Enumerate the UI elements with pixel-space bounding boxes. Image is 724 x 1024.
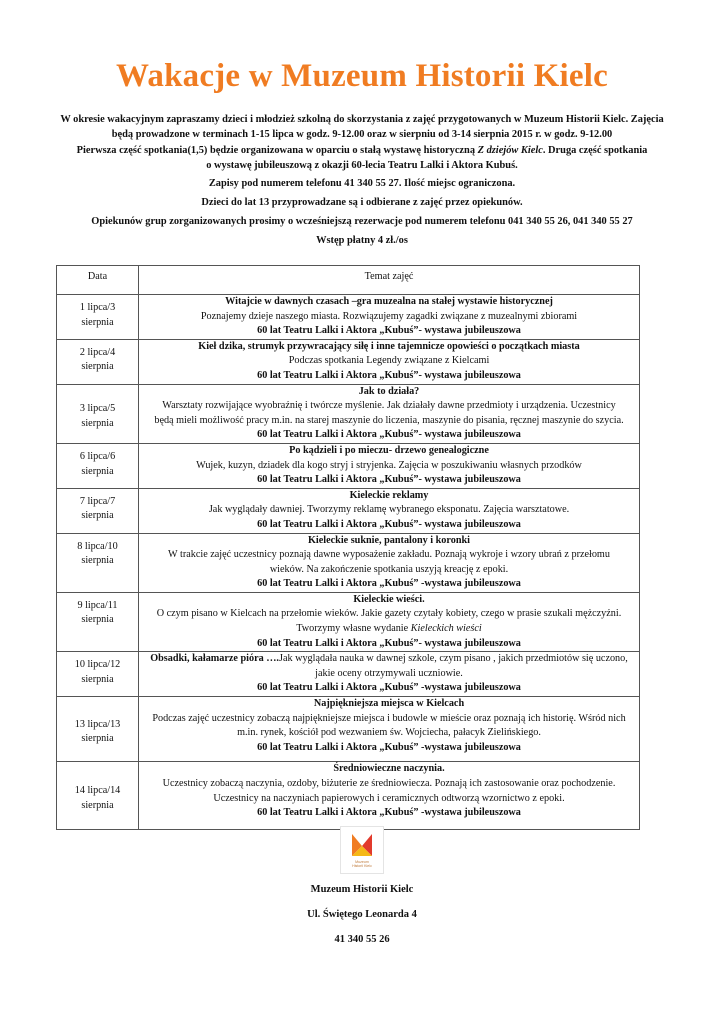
topic-title: Najpiękniejsza miejsca w Kielcach <box>313 698 465 710</box>
topic-title: Średniowieczne naczynia. <box>333 763 445 775</box>
intro-text-line: Dzieci do lat 13 przyprowadzane są i odbierane z zajęć przez opiekunów. <box>201 197 523 208</box>
exhibition-announcement: 60 lat Teatru Lalki i Aktora „Kubuś” -wystawa jubileuszowa <box>257 578 521 590</box>
date-cell <box>57 697 139 762</box>
exhibition-announcement: 60 lat Teatru Lalki i Aktora „Kubuś”- wystawa jubileuszowa <box>257 325 521 337</box>
museum-logo-mark-icon <box>341 827 383 873</box>
date-cell <box>57 295 139 340</box>
date-line: sierpnia <box>81 361 114 373</box>
topic-description: Wujek, kuzyn, dziadek dla kogo stryj i stryjenka. Zajęcia w poszukiwaniu własnych przodków <box>196 459 582 471</box>
date-line: 7 lipca/7 <box>79 495 116 507</box>
topic-description: będą mieli możliwość pracy m.in. na starej maszynie do liczenia, maszynie do pisania, ręcznej maszynie do szycia. <box>154 414 624 426</box>
intro-text-line <box>60 143 664 158</box>
table-row <box>57 488 640 533</box>
exhibition-name: Z dziejów Kielc <box>477 145 543 156</box>
logo-text-line: Historii Kielc <box>352 864 372 868</box>
date-line: 13 lipca/13 <box>74 718 121 730</box>
table-row <box>57 652 640 697</box>
logo-text-line: Muzeum <box>355 860 369 864</box>
table-row <box>57 339 640 384</box>
table-row <box>57 697 640 762</box>
footer-address: Ul. Świętego Leonarda 4 <box>307 909 417 920</box>
topic-cell <box>139 533 640 592</box>
date-cell <box>57 762 139 829</box>
exhibition-announcement: 60 lat Teatru Lalki i Aktora „Kubuś”- wystawa jubileuszowa <box>257 518 521 530</box>
date-line: 14 lipca/14 <box>74 785 121 796</box>
topic-description: O czym pisano w Kielcach na przełomie wieków. Jakie gazety czytały kobiety, czego w prasie szukali mężczyźni. <box>156 608 622 620</box>
exhibition-announcement: 60 lat Teatru Lalki i Aktora „Kubuś”- wystawa jubileuszowa <box>257 474 521 486</box>
museum-logo <box>340 826 384 874</box>
date-line: sierpnia <box>81 733 114 745</box>
topic-description: Uczestnicy na naczyniach papierowych i ceramicznych odtworzą wzornictwo z epoki. <box>213 792 565 804</box>
date-line: 9 lipca/11 <box>77 599 118 611</box>
date-cell <box>57 533 139 592</box>
exhibition-announcement: 60 lat Teatru Lalki i Aktora „Kubuś” -wystawa jubileuszowa <box>257 741 521 753</box>
topic-title: Witajcie w dawnych czasach –gra muzealna na stałej wystawie historycznej <box>225 296 553 307</box>
column-header-topic: Temat zajęć <box>139 266 640 295</box>
page-title: Wakacje w Muzeum Historii Kielc <box>116 58 608 94</box>
intro-text-line: o wystawę jubileuszową z okazji 60-lecia Teatru Lalki i Aktora Kubuś. <box>206 160 518 171</box>
table-row <box>57 762 640 829</box>
topic-description: Jak wyglądały dawniej. Tworzymy reklamę wybranego eksponatu. Zajęcia warsztatowe. <box>208 504 570 516</box>
intro-text-line: W okresie wakacyjnym zapraszamy dzieci i młodzież szkolną do skorzystania z zajęć przygotowanych w Muzeum Historii Kielc. Zajęcia <box>60 114 664 125</box>
description-part: Tworzymy własne wydanie <box>296 623 411 635</box>
date-line: sierpnia <box>81 417 114 429</box>
topic-description <box>143 622 635 637</box>
topic-title: Po kądzieli i po mieczu- drzewo genealogiczne <box>289 444 489 456</box>
topic-description: Uczestnicy zobaczą naczynia, ozdoby, biżuterie ze średniowiecza. Poznają ich zastosowanie oraz pochodzenie. <box>162 778 616 789</box>
exhibition-announcement: 60 lat Teatru Lalki i Aktora „Kubuś”- wystawa jubileuszowa <box>257 429 521 441</box>
description-part: Jak wyglądała nauka w dawnej szkole, czym pisano , jakich przedmiotów się uczono, <box>278 653 628 665</box>
date-line: 2 lipca/4 <box>79 346 116 358</box>
table-row <box>57 443 640 488</box>
date-line: sierpnia <box>81 555 114 567</box>
exhibition-announcement: 60 lat Teatru Lalki i Aktora „Kubuś” -wystawa jubileuszowa <box>257 807 521 819</box>
newspaper-title: Kieleckich wieści <box>410 623 482 635</box>
table-row <box>57 295 640 340</box>
date-cell <box>57 443 139 488</box>
table-row <box>57 384 640 443</box>
intro-paragraph-program <box>60 143 664 173</box>
topic-cell <box>139 295 640 340</box>
topic-title: Obsadki, kałamarze pióra …. <box>150 653 279 665</box>
topic-description: wieków. Na zakończenie spotkania uszyją kreację z epoki. <box>269 563 509 575</box>
table-header-row <box>57 266 640 295</box>
exhibition-announcement: 60 lat Teatru Lalki i Aktora „Kubuś”- wystawa jubileuszowa <box>257 637 521 649</box>
topic-description: jakie oceny otrzymywali uczniowie. <box>315 667 463 679</box>
footer-phone: 41 340 55 26 <box>334 934 390 945</box>
topic-title: Kieleckie reklamy <box>349 489 429 501</box>
date-cell <box>57 384 139 443</box>
topic-title: Kieł dzika, strumyk przywracający siłę i inne tajemnicze opowieści o początkach miasta <box>198 340 580 352</box>
date-line: 3 lipca/5 <box>79 403 116 415</box>
intro-fee <box>60 233 664 248</box>
topic-cell <box>139 762 640 829</box>
intro-text-part: . Druga część spotkania <box>542 145 648 156</box>
topic-title: Kieleckie suknie, pantalony i koronki <box>308 534 470 546</box>
date-line: sierpnia <box>81 799 114 811</box>
date-line: 6 lipca/6 <box>79 450 116 462</box>
date-cell <box>57 652 139 697</box>
date-line: 8 lipca/10 <box>77 540 118 552</box>
date-line: sierpnia <box>81 673 114 685</box>
exhibition-announcement: 60 lat Teatru Lalki i Aktora „Kubuś”- wystawa jubileuszowa <box>257 369 521 381</box>
table-row <box>57 592 640 651</box>
intro-text-line: Opiekunów grup zorganizowanych prosimy o wcześniejszą rezerwacje pod numerem telefonu 041 340 55 26, 041 340 55 27 <box>91 216 633 227</box>
table-row <box>57 533 640 592</box>
intro-text-line: Wstęp płatny 4 zł./os <box>316 235 408 246</box>
topic-description: Podczas zajęć uczestnicy zobaczą najpiękniejsze miejsca i budowle w mieście oraz poznają ich historię. Wśród nich <box>152 712 626 724</box>
topic-cell <box>139 592 640 651</box>
topic-description: Warsztaty rozwijające wyobraźnię i twórcze myślenie. Jak działały dawne przedmioty i urządzenia. Uczestnicy <box>162 400 616 412</box>
topic-cell <box>139 697 640 762</box>
topic-cell <box>139 384 640 443</box>
footer-museum-name: Muzeum Historii Kielc <box>310 884 414 895</box>
topic-description <box>143 652 635 667</box>
topic-description: m.in. rynek, kościół pod wezwaniem św. Wojciecha, pałacyk Zielińskiego. <box>237 727 541 739</box>
intro-text-line: Zapisy pod numerem telefonu 41 340 55 27. Ilość miejsc ograniczona. <box>208 178 516 189</box>
date-line: sierpnia <box>81 465 114 477</box>
topic-title: Kieleckie wieści. <box>353 593 425 605</box>
date-cell <box>57 592 139 651</box>
intro-registration <box>60 176 664 191</box>
date-line: sierpnia <box>81 614 114 626</box>
date-line: sierpnia <box>81 316 114 328</box>
schedule-table <box>56 265 640 830</box>
topic-cell <box>139 339 640 384</box>
date-line: 1 lipca/3 <box>79 302 116 313</box>
topic-cell <box>139 488 640 533</box>
topic-cell <box>139 652 640 697</box>
topic-description: Podczas spotkania Legendy związane z Kielcami <box>288 355 490 367</box>
intro-children-note <box>60 195 664 210</box>
date-line: sierpnia <box>81 510 114 522</box>
intro-text-part: Pierwsza część spotkania(1,5) będzie organizowana w oparciu o stałą wystawę historyczną <box>76 145 478 156</box>
topic-cell <box>139 443 640 488</box>
intro-group-reservation <box>60 214 664 229</box>
topic-title: Jak to działa? <box>358 385 420 397</box>
exhibition-announcement: 60 lat Teatru Lalki i Aktora „Kubuś” -wystawa jubileuszowa <box>257 682 521 694</box>
date-cell <box>57 339 139 384</box>
topic-description: Poznajemy dzieje naszego miasta. Rozwiązujemy zagadki związane z muzealnymi zbiorami <box>200 310 578 322</box>
date-line: 10 lipca/12 <box>74 659 121 671</box>
topic-description: W trakcie zajęć uczestnicy poznają dawne wyposażenie zakładu. Poznają wykroje i wzory ubrań z przełomu <box>168 549 610 561</box>
intro-text-line: będą prowadzone w terminach 1-15 lipca w godz. 9-12.00 oraz w sierpniu od 3-14 sierpnia 2015 r. w godz. 9-12.00 <box>111 129 613 140</box>
column-header-date: Data <box>57 266 139 295</box>
date-cell <box>57 488 139 533</box>
intro-paragraph-dates <box>60 112 664 142</box>
